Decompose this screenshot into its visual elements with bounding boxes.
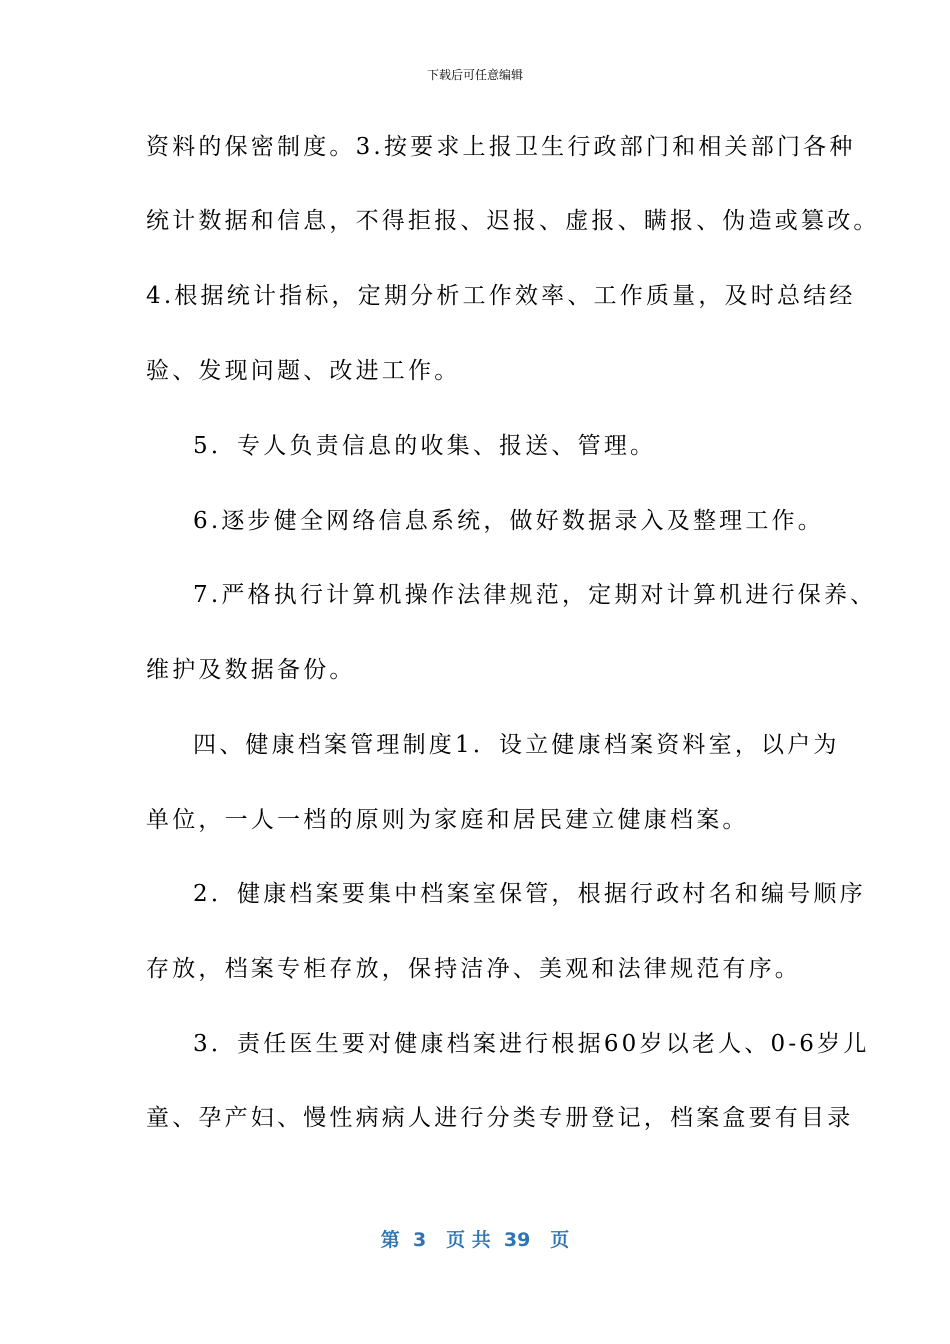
text-line: 统计数据和信息，不得拒报、迟报、虚报、瞒报、伪造或篡改。 [146, 208, 880, 234]
header-note: 下载后可任意编辑 [426, 68, 523, 82]
text-line: 维护及数据备份。 [146, 657, 356, 683]
page-number-footer: 第 3 页 共 39 页 [380, 1229, 570, 1251]
text-line: 6.逐步健全网络信息系统，做好数据录入及整理工作。 [193, 508, 824, 534]
text-line: 童、孕产妇、慢性病病人进行分类专册登记，档案盒要有目录 [146, 1105, 854, 1131]
text-line: 存放，档案专柜存放，保持洁净、美观和法律规范有序。 [146, 956, 801, 982]
text-line: 2．健康档案要集中档案室保管，根据行政村名和编号顺序 [193, 881, 866, 907]
text-line: 3．责任医生要对健康档案进行根据60岁以老人、0-6岁儿 [193, 1031, 870, 1057]
text-line: 单位，一人一档的原则为家庭和居民建立健康档案。 [146, 807, 749, 833]
text-line: 5．专人负责信息的收集、报送、管理。 [193, 433, 657, 459]
text-line: 资料的保密制度。3.按要求上报卫生行政部门和相关部门各种 [146, 134, 856, 160]
text-line: 四、健康档案管理制度1．设立健康档案资料室，以户为 [193, 732, 840, 758]
text-line: 7.严格执行计算机操作法律规范，定期对计算机进行保养、 [193, 582, 877, 608]
text-line: 验、发现问题、改进工作。 [146, 358, 461, 384]
text-line: 4.根据统计指标，定期分析工作效率、工作质量，及时总结经 [146, 283, 856, 309]
